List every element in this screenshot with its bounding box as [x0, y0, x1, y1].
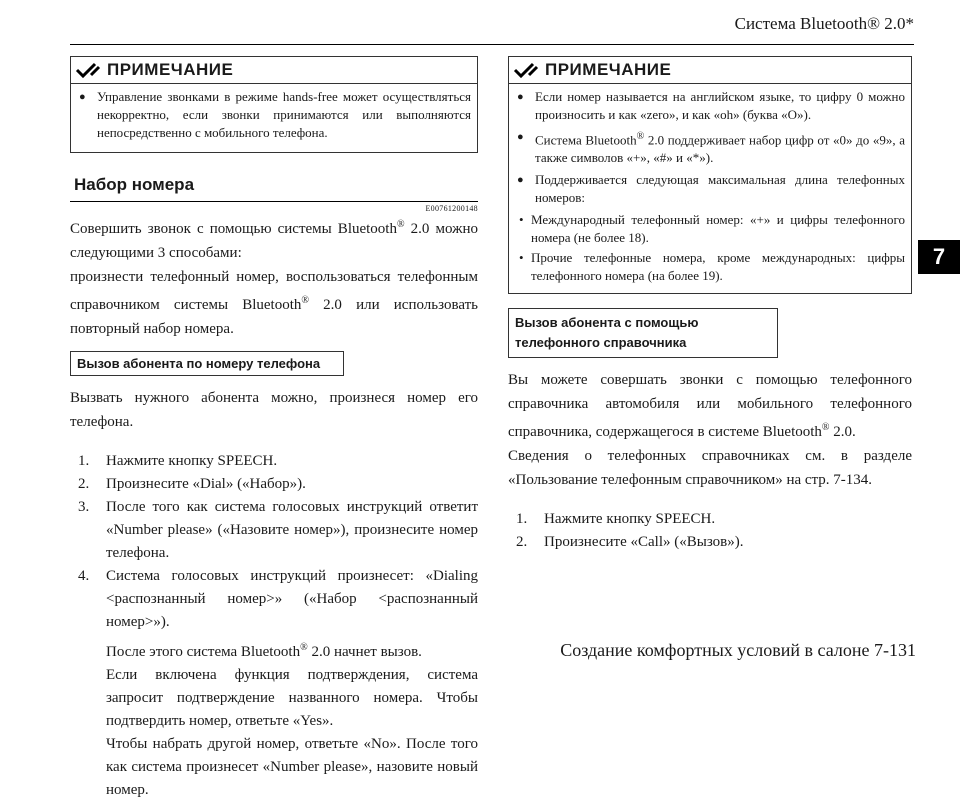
note-body	[71, 84, 477, 152]
section-code: E00761200148	[425, 204, 478, 213]
note-item: ● Управление звонками в режиме hands-free может осуществляться некорректно, если звонки принимаются или выполняются непосредственно с мобильного телефона.	[77, 88, 471, 142]
note-subitem: • Международный телефонный номер: «+» и цифры телефонного номера (не более 18).	[519, 212, 905, 246]
subsection-title: Вызов абонента по номеру телефона	[70, 351, 344, 376]
list-item: 1. Нажмите кнопку SPEECH.	[516, 511, 716, 528]
subsection-text: Вызвать нужного абонента можно, произнеся номер его телефона.	[70, 390, 478, 430]
page-footer: Создание комфортных условий в салоне 7-131	[560, 640, 916, 660]
intro-paragraph-2: произнести телефонный номер, воспользоваться телефонным справочником системы Bluetooth® 2.0 или использовать повторный набор номера.	[70, 269, 478, 337]
steps-list	[70, 450, 478, 634]
note-box	[70, 56, 478, 153]
step-continuation-2: Если включена функция подтверждения, система запросит подтверждение названного номера. Чтобы подтвердить номер, ответьте «Yes».	[106, 667, 478, 729]
list-item: 2. Произнесите «Call» («Вызов»).	[516, 534, 744, 551]
step-continuation-1: После этого система Bluetooth® 2.0 начнет вызов.	[106, 642, 422, 660]
note-item: ● Система Bluetooth® 2.0 поддерживает набор цифр от «0» до «9», а также символов «+», «#» и «*»).	[515, 128, 905, 167]
list-item: 1. Нажмите кнопку SPEECH.	[78, 453, 278, 469]
note-body	[509, 84, 911, 293]
section-title: Набор номера	[74, 175, 195, 194]
section-rule	[70, 201, 478, 202]
right-paragraph-1: Вы можете совершать звонки с помощью телефонного справочника автомобиля или мобильного телефонного справочника, содержащегося в системе Bluetooth® 2.0.	[508, 372, 912, 441]
note-box	[508, 56, 912, 294]
pencil-check-icon	[75, 61, 101, 79]
intro-paragraph-1: Совершить звонок с помощью системы Bluetooth® 2.0 можно следующими 3 способами:	[70, 219, 478, 261]
steps-list	[508, 508, 912, 554]
header-rule	[70, 44, 914, 45]
note-header	[509, 57, 911, 84]
pencil-check-icon	[513, 61, 539, 79]
list-item: 4. Система голосовых инструкций произнесет: «Dialing <распознанный номер>» («Набор <распознанный номер>»).	[78, 568, 478, 630]
note-subitem: • Прочие телефонные номера, кроме международных: цифры телефонного номера (на более 19).	[519, 250, 905, 284]
list-item: 2. Произнесите «Dial» («Набор»).	[78, 476, 306, 492]
right-column	[508, 56, 912, 554]
step-continuation-3: Чтобы набрать другой номер, ответьте «No». После того как система произнесет «Number please», назовите новый номер.	[106, 736, 478, 798]
page-header-title: Система Bluetooth® 2.0*	[734, 14, 914, 33]
note-item: ● Поддерживается следующая максимальная длина телефонных номеров:	[515, 171, 905, 207]
note-item: ● Если номер называется на английском языке, то цифру 0 можно произносить и как «zero», и как «oh» (буква «O»).	[515, 88, 905, 124]
chapter-tab: 7	[918, 240, 960, 274]
left-column	[70, 56, 478, 802]
note-header	[71, 57, 477, 84]
note-title: ПРИМЕЧАНИЕ	[545, 60, 672, 79]
list-item: 3. После того как система голосовых инструкций ответит «Number please» («Назовите номер»), произнесите номер телефона.	[78, 499, 478, 561]
subsection-title: Вызов абонента с помощью телефонного справочника	[508, 308, 778, 358]
note-title: ПРИМЕЧАНИЕ	[107, 60, 234, 79]
right-paragraph-2: Сведения о телефонных справочниках см. в разделе «Пользование телефонным справочником» на стр. 7-134.	[508, 448, 912, 489]
